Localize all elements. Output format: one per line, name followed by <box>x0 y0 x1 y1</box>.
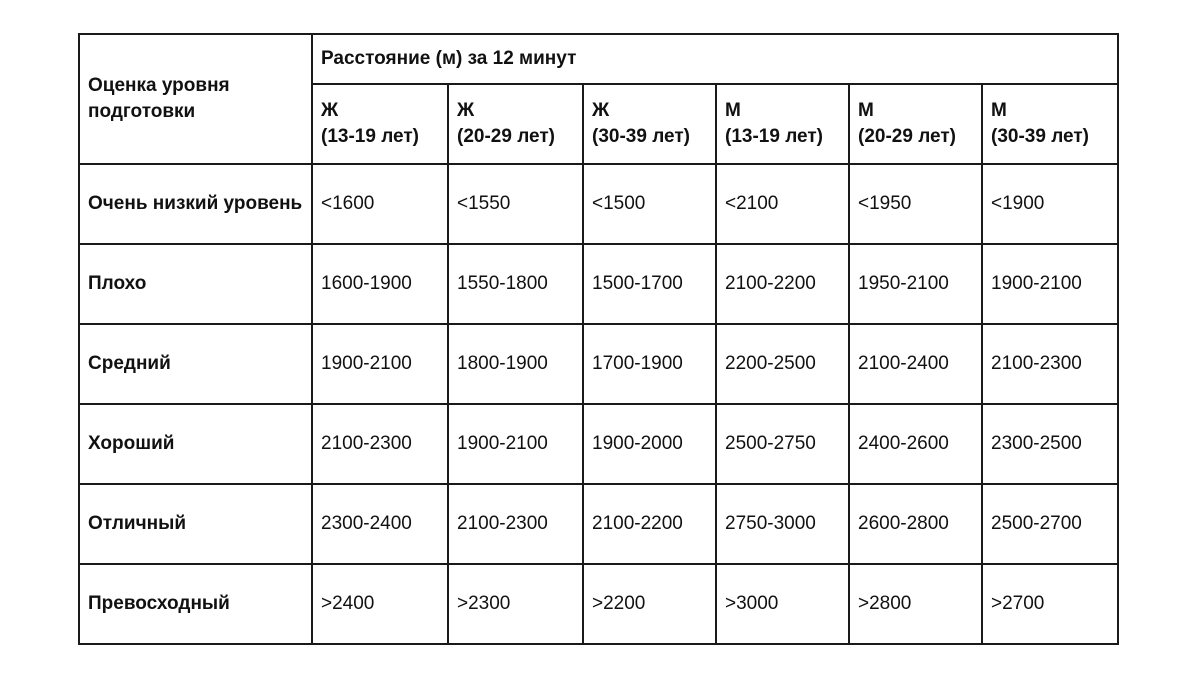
table-cell <box>583 404 716 484</box>
cell-value: 2300-2500 <box>991 433 1082 454</box>
table-cell <box>312 244 448 324</box>
column-age-label: (30-39 лет) <box>991 126 1089 147</box>
table-cell <box>716 564 849 644</box>
group-header-label: Расстояние (м) за 12 минут <box>321 48 577 69</box>
group-header-cell <box>312 34 1118 84</box>
column-gender-label: Ж <box>321 100 339 121</box>
cell-value: 1900-2000 <box>592 433 683 454</box>
fitness-level-table <box>78 33 1119 645</box>
cell-value: <1500 <box>592 193 646 214</box>
table-cell <box>716 164 849 244</box>
table-cell <box>583 324 716 404</box>
column-gender-label: Ж <box>457 100 475 121</box>
cell-value: 1550-1800 <box>457 273 548 294</box>
table-cell <box>583 564 716 644</box>
cell-value: 1900-2100 <box>991 273 1082 294</box>
cell-value: >2800 <box>858 593 912 614</box>
column-header-cell <box>716 84 849 164</box>
corner-header-label: Оценка уровня подготовки <box>88 75 230 122</box>
row-label-cell <box>79 404 312 484</box>
row-label: Плохо <box>88 273 147 294</box>
cell-value: >2300 <box>457 593 511 614</box>
table-cell <box>849 164 982 244</box>
cell-value: <1600 <box>321 193 375 214</box>
cell-value: 2300-2400 <box>321 513 412 534</box>
row-label: Отличный <box>88 513 186 534</box>
table-row <box>79 564 1118 644</box>
cell-value: 2100-2300 <box>321 433 412 454</box>
table-row <box>79 484 1118 564</box>
cell-value: 2100-2300 <box>457 513 548 534</box>
column-age-label: (20-29 лет) <box>457 126 555 147</box>
cell-value: 2100-2200 <box>592 513 683 534</box>
table-cell <box>982 324 1118 404</box>
cell-value: 1900-2100 <box>321 353 412 374</box>
row-label-cell <box>79 244 312 324</box>
cell-value: >2700 <box>991 593 1045 614</box>
column-header-cell <box>583 84 716 164</box>
table-cell <box>312 164 448 244</box>
table-cell <box>312 404 448 484</box>
cell-value: 1500-1700 <box>592 273 683 294</box>
table-cell <box>312 484 448 564</box>
table-cell <box>448 564 583 644</box>
column-gender-label: М <box>725 100 741 121</box>
row-label-cell <box>79 484 312 564</box>
table-cell <box>583 164 716 244</box>
cell-value: 2600-2800 <box>858 513 949 534</box>
table-cell <box>982 404 1118 484</box>
table-cell <box>982 564 1118 644</box>
table-cell <box>849 484 982 564</box>
column-gender-label: М <box>858 100 874 121</box>
row-label: Хороший <box>88 433 175 454</box>
column-header-cell <box>448 84 583 164</box>
table-cell <box>448 324 583 404</box>
table-cell <box>448 404 583 484</box>
column-age-label: (30-39 лет) <box>592 126 690 147</box>
table-row <box>79 404 1118 484</box>
corner-header-cell <box>79 34 312 164</box>
table-cell <box>982 244 1118 324</box>
cell-value: <2100 <box>725 193 779 214</box>
cell-value: 2200-2500 <box>725 353 816 374</box>
table-row <box>79 164 1118 244</box>
cell-value: 1800-1900 <box>457 353 548 374</box>
table-header-row <box>79 34 1118 84</box>
cell-value: 2500-2750 <box>725 433 816 454</box>
cell-value: 1950-2100 <box>858 273 949 294</box>
table-cell <box>716 324 849 404</box>
table-row <box>79 324 1118 404</box>
column-gender-label: Ж <box>592 100 610 121</box>
row-label-cell <box>79 564 312 644</box>
cell-value: 2400-2600 <box>858 433 949 454</box>
cell-value: 2100-2200 <box>725 273 816 294</box>
table-cell <box>448 244 583 324</box>
row-label: Очень низкий уровень <box>88 193 303 214</box>
table-cell <box>849 564 982 644</box>
cell-value: 1600-1900 <box>321 273 412 294</box>
table-cell <box>716 244 849 324</box>
row-label: Средний <box>88 353 171 374</box>
cell-value: 2100-2300 <box>991 353 1082 374</box>
table-cell <box>716 484 849 564</box>
cell-value: 1700-1900 <box>592 353 683 374</box>
row-label-cell <box>79 324 312 404</box>
cell-value: <1550 <box>457 193 511 214</box>
cell-value: >2400 <box>321 593 375 614</box>
cell-value: >2200 <box>592 593 646 614</box>
cell-value: >3000 <box>725 593 779 614</box>
cell-value: 2500-2700 <box>991 513 1082 534</box>
table-cell <box>849 324 982 404</box>
column-age-label: (13-19 лет) <box>725 126 823 147</box>
column-header-cell <box>849 84 982 164</box>
row-label-cell <box>79 164 312 244</box>
table-cell <box>312 324 448 404</box>
table-cell <box>982 164 1118 244</box>
row-label: Превосходный <box>88 593 230 614</box>
cell-value: 1900-2100 <box>457 433 548 454</box>
cell-value: 2100-2400 <box>858 353 949 374</box>
cell-value: <1900 <box>991 193 1045 214</box>
table-cell <box>849 404 982 484</box>
table-cell <box>448 164 583 244</box>
cell-value: <1950 <box>858 193 912 214</box>
table-row <box>79 244 1118 324</box>
table-cell <box>583 484 716 564</box>
table-body <box>79 164 1118 644</box>
column-age-label: (20-29 лет) <box>858 126 956 147</box>
column-header-cell <box>982 84 1118 164</box>
column-header-cell <box>312 84 448 164</box>
table-cell <box>583 244 716 324</box>
table-cell <box>312 564 448 644</box>
column-age-label: (13-19 лет) <box>321 126 419 147</box>
table-cell <box>849 244 982 324</box>
table-cell <box>448 484 583 564</box>
table-cell <box>716 404 849 484</box>
table-cell <box>982 484 1118 564</box>
column-gender-label: М <box>991 100 1007 121</box>
cell-value: 2750-3000 <box>725 513 816 534</box>
